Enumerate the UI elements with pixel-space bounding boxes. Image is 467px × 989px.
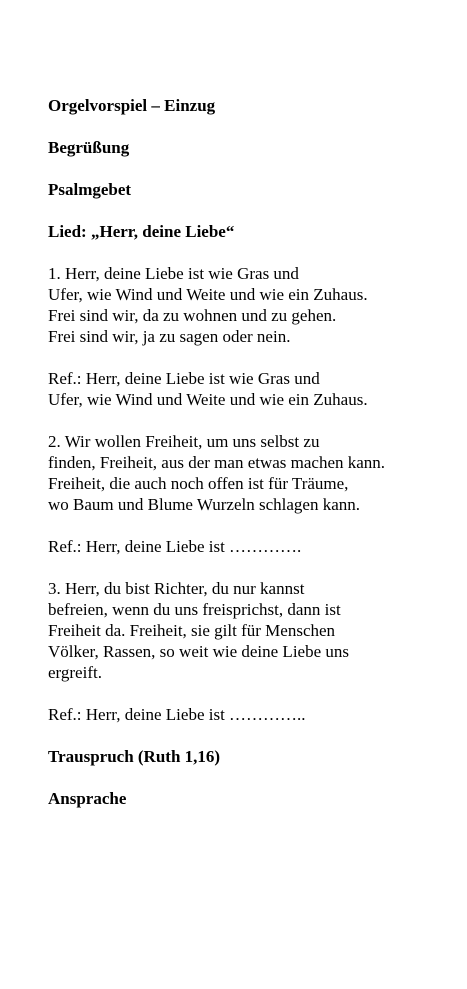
verse-2-line-1: 2. Wir wollen Freiheit, um uns selbst zu xyxy=(48,432,320,451)
verse-3-line-2: befreien, wenn du uns freisprichst, dann ist xyxy=(48,600,341,619)
verse-2-line-2: finden, Freiheit, aus der man etwas machen kann. xyxy=(48,453,386,472)
verse-1-line-3: Frei sind wir, da zu wohnen und zu gehen. xyxy=(48,306,337,325)
heading-orgelvorspiel: Orgelvorspiel – Einzug xyxy=(48,96,216,115)
verse-2-line-3: Freiheit, die auch noch offen ist für Träume, xyxy=(48,474,349,493)
refrain-3: Ref.: Herr, deine Liebe ist ………….. xyxy=(48,705,306,724)
heading-begruessung: Begrüßung xyxy=(48,138,130,157)
refrain-1-line-1: Ref.: Herr, deine Liebe ist wie Gras und xyxy=(48,369,320,388)
verse-3-line-4: Völker, Rassen, so weit wie deine Liebe uns xyxy=(48,642,349,661)
refrain-2: Ref.: Herr, deine Liebe ist …………. xyxy=(48,537,302,556)
verse-1-line-1: 1. Herr, deine Liebe ist wie Gras und xyxy=(48,264,299,283)
heading-ansprache: Ansprache xyxy=(48,789,127,808)
heading-trauspruch: Trauspruch (Ruth 1,16) xyxy=(48,747,221,766)
heading-psalmgebet: Psalmgebet xyxy=(48,180,132,199)
heading-lied: Lied: „Herr, deine Liebe“ xyxy=(48,222,235,241)
verse-3-line-1: 3. Herr, du bist Richter, du nur kannst xyxy=(48,579,305,598)
verse-3-line-5: ergreift. xyxy=(48,663,102,682)
verse-1-line-2: Ufer, wie Wind und Weite und wie ein Zuhaus. xyxy=(48,285,368,304)
refrain-1-line-2: Ufer, wie Wind und Weite und wie ein Zuhaus. xyxy=(48,390,368,409)
verse-3-line-3: Freiheit da. Freiheit, sie gilt für Menschen xyxy=(48,621,336,640)
verse-1-line-4: Frei sind wir, ja zu sagen oder nein. xyxy=(48,327,291,346)
verse-2-line-4: wo Baum und Blume Wurzeln schlagen kann. xyxy=(48,495,361,514)
